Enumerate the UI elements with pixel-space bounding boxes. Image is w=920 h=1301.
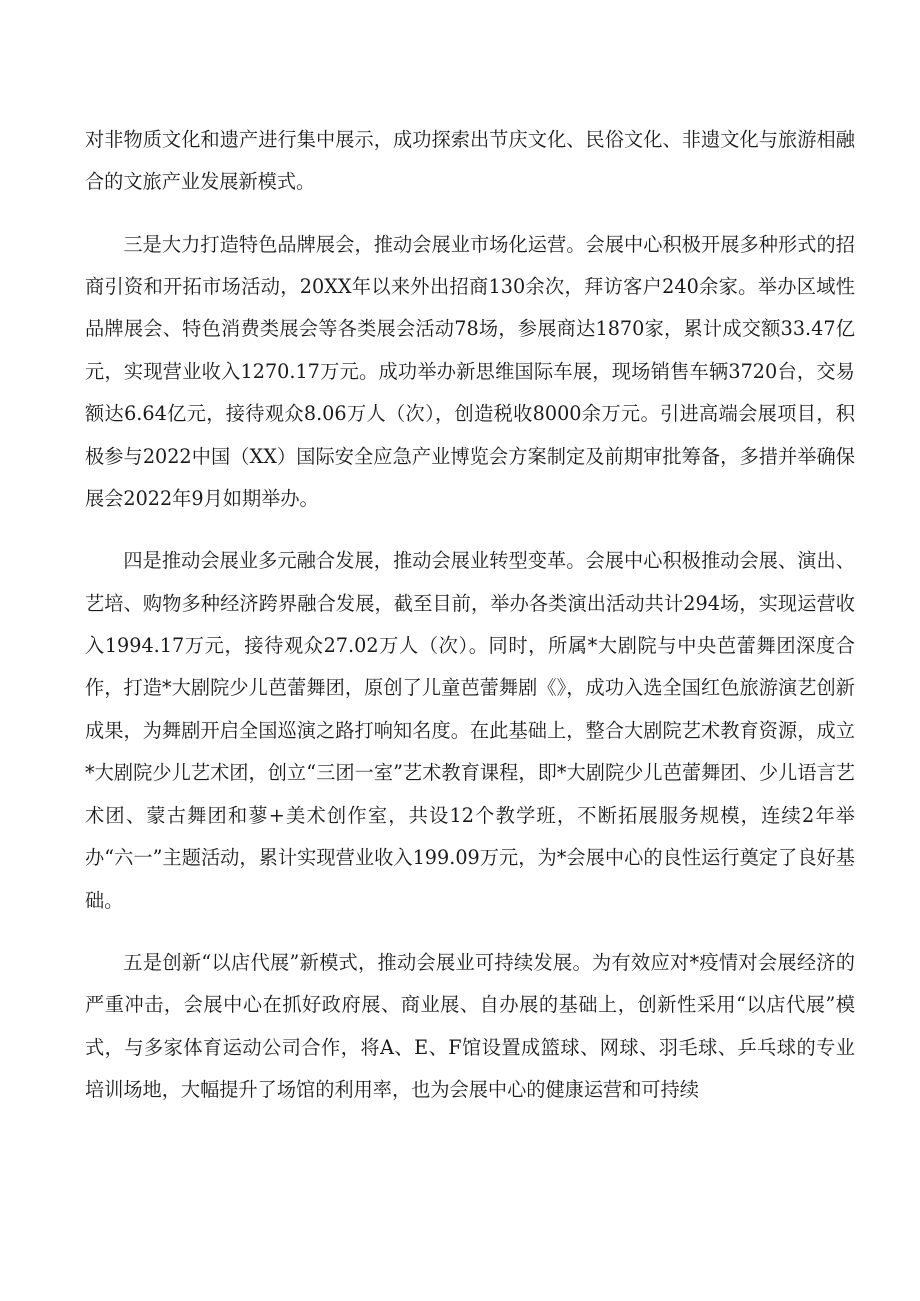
paragraph-integrated-development: 四是推动会展业多元融合发展，推动会展业转型变革。会展中心积极推动会展、演出、艺培、购物多种经济跨界融合发展，截至目前，举办各类演出活动共计294场，实现运营收入1994.17万元，接待观众27.02万人（次）。同时，所属*大剧院与中央芭蕾舞团深度合作，打造*大剧院少儿芭蕾舞团，原创了儿童芭蕾舞剧《》，成功入选全国红色旅游演艺创新成果，为舞剧开启全国巡演之路打响知名度。在此基础上，整合大剧院艺术教育资源，成立*大剧院少儿艺术团，创立“三团一室”艺术教育课程，即*大剧院少儿芭蕾舞团、少儿语言艺术团、蒙古舞团和蓼+美术创作室，共设12个教学班，不断拓展服务规模，连续2年举办“六一”主题活动，累计实现营业收入199.09万元，为*会展中心的良性运行奠定了良好基础。 xyxy=(85,549,855,912)
paragraph-store-as-exhibition: 五是创新“以店代展”新模式，推动会展业可持续发展。为有效应对*疫情对会展经济的严重冲击，会展中心在抓好政府展、商业展、自办展的基础上，创新性采用“以店代展”模式，与多家体育运动公司合作，将A、E、F馆设置成篮球、网球、羽毛球、乒乓球的专业培训场地，大幅提升了场馆的利用率，也为会展中心的健康运营和可持续 xyxy=(85,950,855,1101)
paragraph-continuation: 对非物质文化和遗产进行集中展示，成功探索出节庆文化、民俗文化、非遗文化与旅游相融合的文旅产业发展新模式。 xyxy=(85,128,855,194)
paragraph-brand-exhibitions: 三是大力打造特色品牌展会，推动会展业市场化运营。会展中心积极开展多种形式的招商引资和开拓市场活动，20XX年以来外出招商130余次，拜访客户240余家。举办区域性品牌展会、特色消费类展会等各类展会活动78场，参展商达1870家，累计成交额33.47亿元，实现营业收入1270.17万元。成功举办新思维国际车展，现场销售车辆3720台，交易额达6.64亿元，接待观众8.06万人（次），创造税收8000余万元。引进高端会展项目，积极参与2022中国（XX）国际安全应急产业博览会方案制定及前期审批筹备，多措并举确保展会2022年9月如期举办。 xyxy=(85,232,855,511)
document-body xyxy=(85,119,855,1131)
